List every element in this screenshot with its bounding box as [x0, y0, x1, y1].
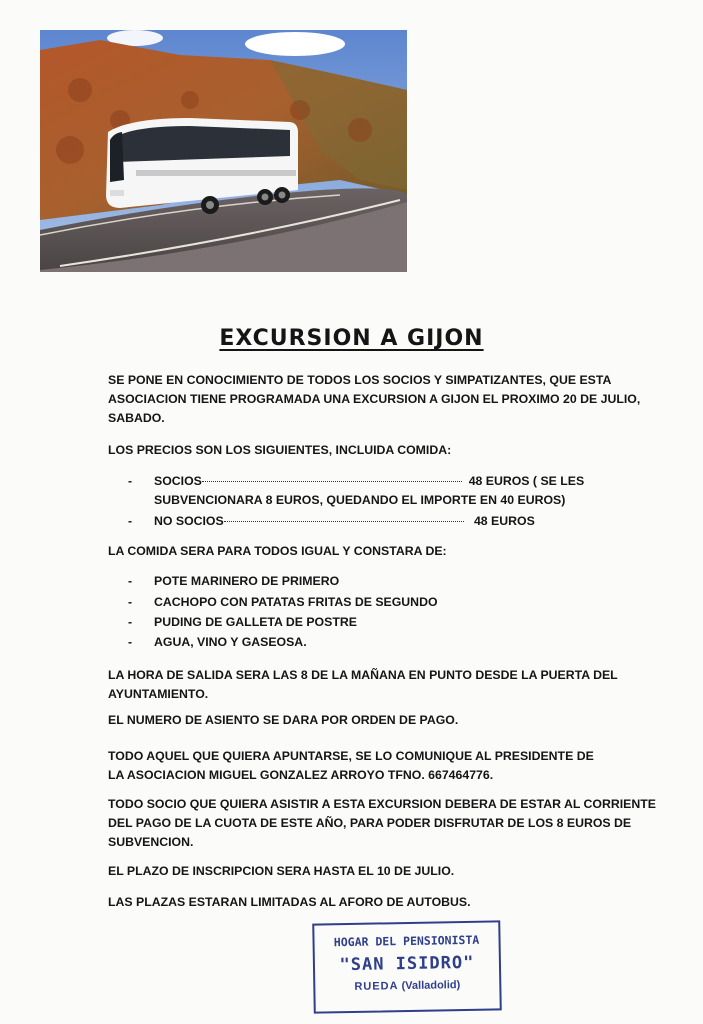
bus-icon: [106, 118, 298, 214]
price-item-socios: [128, 472, 584, 491]
bullet-dash: -: [128, 514, 133, 528]
leader-dots: [202, 481, 462, 482]
bus-on-mountain-road-image: [40, 30, 407, 272]
bullet-dash: -: [128, 635, 133, 649]
price-value: 48 EUROS: [473, 514, 535, 528]
intro-paragraph: SE PONE EN CONOCIMIENTO DE TODOS LOS SOCIOS Y SIMPATIZANTES, QUE ESTA ASOCIACION TIENE PROGRAMADA UNA EXCURSION A GIJON EL PROXIMO 20 DE JULIO, SABADO.: [108, 373, 641, 425]
price-label: NO SOCIOS: [154, 514, 224, 528]
association-stamp: [312, 920, 502, 1013]
bullet-dash: -: [128, 574, 133, 588]
price-value: 48 EUROS ( SE LES: [468, 474, 585, 488]
departure-paragraph: LA HORA DE SALIDA SERA LAS 8 DE LA MAÑANA EN PUNTO DESDE LA PUERTA DEL AYUNTAMIENTO.: [108, 668, 618, 701]
capacity-paragraph: LAS PLAZAS ESTARAN LIMITADAS AL AFORO DE AUTOBUS.: [108, 895, 471, 909]
meal-item-text: PUDING DE GALLETA DE POSTRE: [154, 615, 357, 629]
leader-dots: [224, 521, 464, 522]
prices-heading: LOS PRECIOS SON LOS SIGUIENTES, INCLUIDA COMIDA:: [108, 443, 452, 457]
meal-item: [128, 593, 438, 612]
members-paragraph: TODO SOCIO QUE QUIERA ASISTIR A ESTA EXCURSION DEBERA DE ESTAR AL CORRIENTE DEL PAGO DE LA CUOTA DE ESTE AÑO, PARA PODER DISFRUTAR DE LOS 8 EUROS DE SUBVENCION.: [108, 797, 656, 849]
seats-paragraph: EL NUMERO DE ASIENTO SE DARA POR ORDEN DE PAGO.: [108, 713, 459, 727]
price-socios-continuation: SUBVENCIONARA 8 EUROS, QUEDANDO EL IMPORTE EN 40 EUROS): [154, 493, 566, 507]
meal-item-text: CACHOPO CON PATATAS FRITAS DE SEGUNDO: [154, 595, 438, 609]
meal-item-text: AGUA, VINO Y GASEOSA.: [154, 635, 307, 649]
page-title: EXCURSION A GIJON: [219, 326, 484, 351]
price-label: SOCIOS: [154, 474, 202, 488]
contact-paragraph: TODO AQUEL QUE QUIERA APUNTARSE, SE LO COMUNIQUE AL PRESIDENTE DE LA ASOCIACION MIGUEL GONZALEZ ARROYO TFNO. 667464776.: [108, 749, 594, 782]
bullet-dash: -: [128, 615, 133, 629]
price-item-no-socios: [128, 512, 535, 531]
bullet-dash: -: [128, 474, 133, 488]
meal-item: [128, 572, 339, 591]
bullet-dash: -: [128, 595, 133, 609]
bus-photo: [40, 30, 407, 272]
meal-item: [128, 633, 307, 652]
meal-item: [128, 613, 357, 632]
meal-heading: LA COMIDA SERA PARA TODOS IGUAL Y CONSTARA DE:: [108, 544, 447, 558]
stamp-line-3: [315, 978, 499, 993]
stamp-town: RUEDA: [354, 980, 399, 993]
meal-item-text: POTE MARINERO DE PRIMERO: [154, 574, 340, 588]
deadline-paragraph: EL PLAZO DE INSCRIPCION SERA HASTA EL 10 DE JULIO.: [108, 864, 455, 878]
stamp-province: (Valladolid): [398, 979, 461, 993]
stamp-line-1: HOGAR DEL PENSIONISTA: [333, 932, 480, 950]
stamp-line-2: "SAN ISIDRO": [339, 952, 475, 976]
